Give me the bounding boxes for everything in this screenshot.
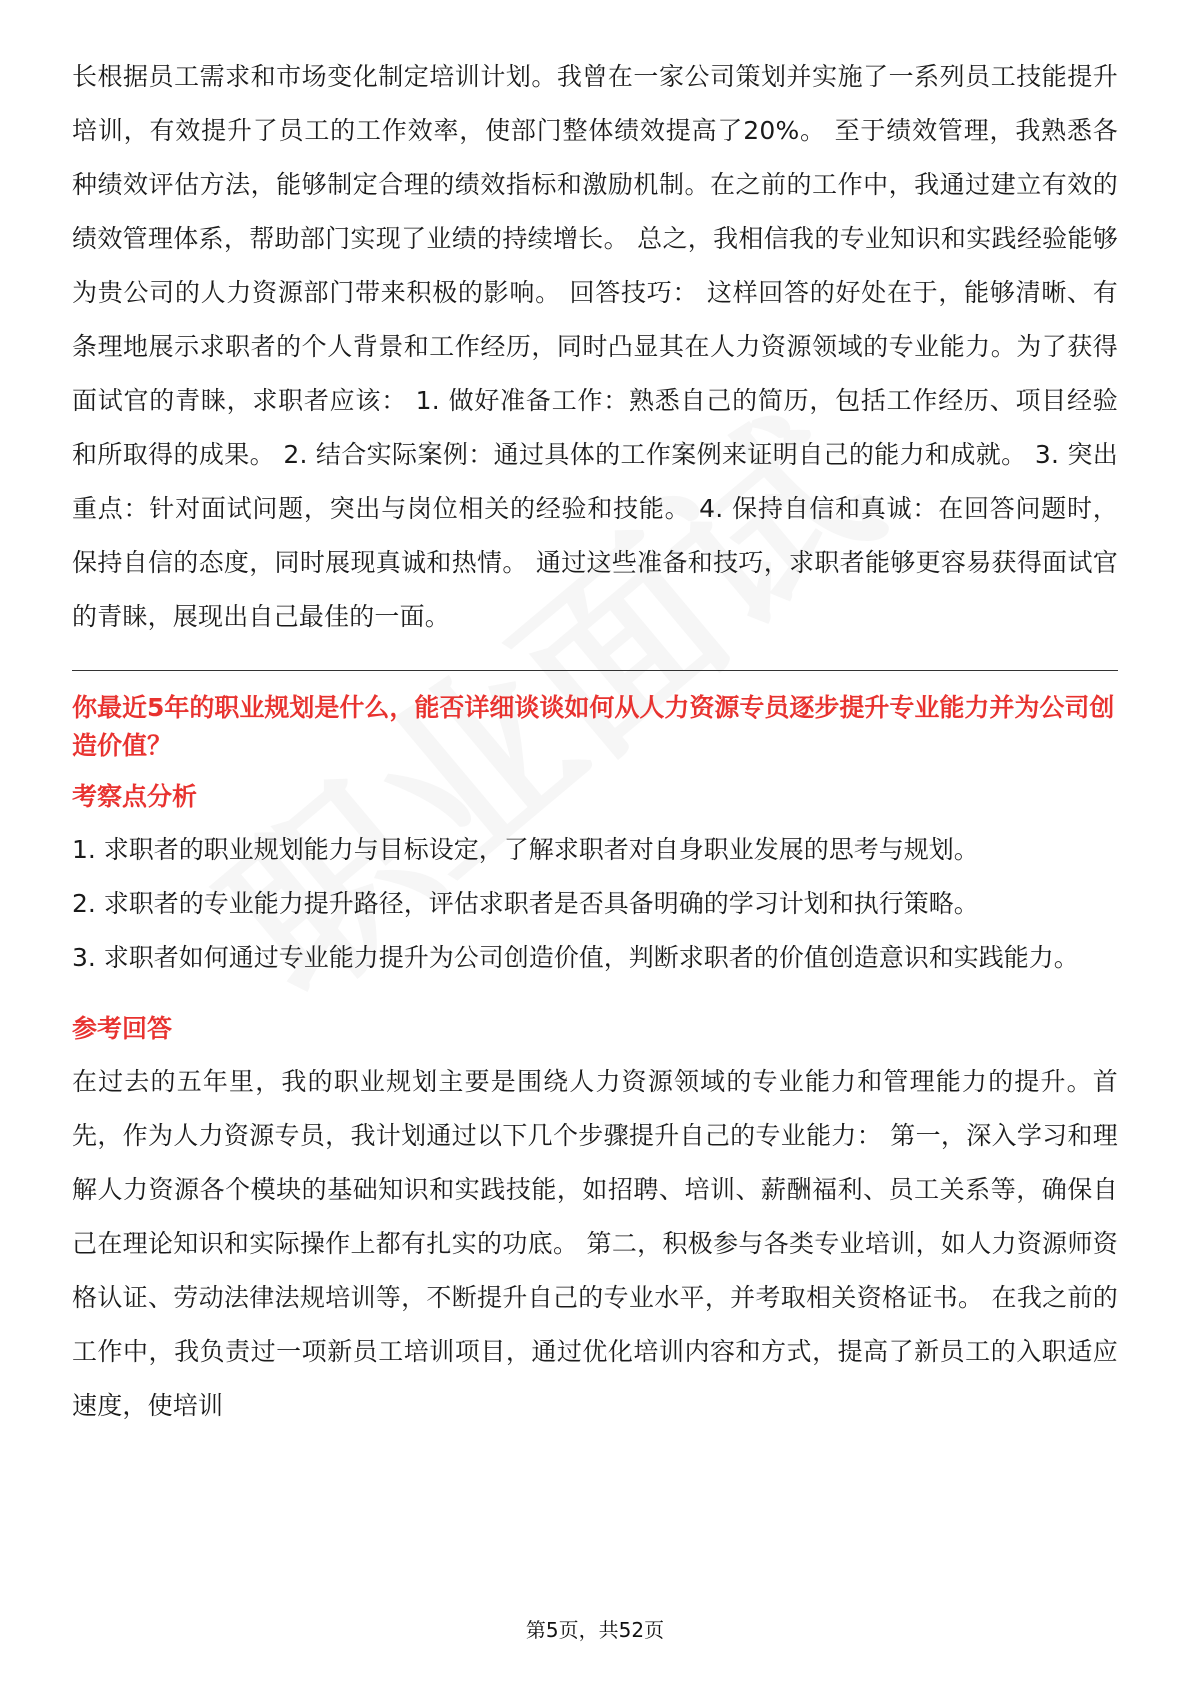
analysis-item: 1. 求职者的职业规划能力与目标设定，了解求职者对自身职业发展的思考与规划。: [72, 835, 979, 864]
answer-title: 参考回答: [72, 1014, 173, 1043]
page-number: 第5页，共52页: [525, 1618, 665, 1642]
analysis-item: 3. 求职者如何通过专业能力提升为公司创造价值，判断求职者的价值创造意识和实践能力。: [72, 943, 1079, 972]
section-divider: [72, 670, 1118, 671]
answer-paragraph: 在过去的五年里，我的职业规划主要是围绕人力资源领域的专业能力和管理能力的提升。首先，作为人力资源专员，我计划通过以下几个步骤提升自己的专业能力： 第一，深入学习和理解人力资源各个模块的基础知识和实践技能，如招聘、培训、薪酬福利、员工关系等，确保自己在理论知识和实际操作上都有扎实的功底。 第二，积极参与各类专业培训，如人力资源师资格认证、劳动法律法规培训等，不断提升自己的专业水平，并考取相关资格证书。 在我之前的工作中，我负责过一项新员工培训项目，通过优化培训内容和方式，提高了新员工的入职适应速度，使培训: [72, 1067, 1118, 1420]
document-page: [72, 50, 1118, 1433]
interview-question: 你最近5年的职业规划是什么，能否详细谈谈如何从人力资源专员逐步提升专业能力并为公司创造价值？: [72, 693, 1115, 760]
continuation-paragraph: 长根据员工需求和市场变化制定培训计划。我曾在一家公司策划并实施了一系列员工技能提升培训，有效提升了员工的工作效率，使部门整体绩效提高了20%。 至于绩效管理，我熟悉各种绩效评估方法，能够制定合理的绩效指标和激励机制。在之前的工作中，我通过建立有效的绩效管理体系，帮助部门实现了业绩的持续增长。 总之，我相信我的专业知识和实践经验能够为贵公司的人力资源部门带来积极的影响。 回答技巧： 这样回答的好处在于，能够清晰、有条理地展示求职者的个人背景和工作经历，同时凸显其在人力资源领域的专业能力。为了获得面试官的青睐，求职者应该： 1. 做好准备工作：熟悉自己的简历，包括工作经历、项目经验和所取得的成果。 2. 结合实际案例：通过具体的工作案例来证明自己的能力和成就。 3. 突出重点：针对面试问题，突出与岗位相关的经验和技能。 4. 保持自信和真诚：在回答问题时，保持自信的态度，同时展现真诚和热情。 通过这些准备和技巧，求职者能够更容易获得面试官的青睐，展现出自己最佳的一面。: [72, 62, 1118, 631]
analysis-title: 考察点分析: [72, 782, 198, 811]
analysis-list: [72, 823, 1118, 985]
analysis-item: 2. 求职者的专业能力提升路径，评估求职者是否具备明确的学习计划和执行策略。: [72, 889, 979, 918]
